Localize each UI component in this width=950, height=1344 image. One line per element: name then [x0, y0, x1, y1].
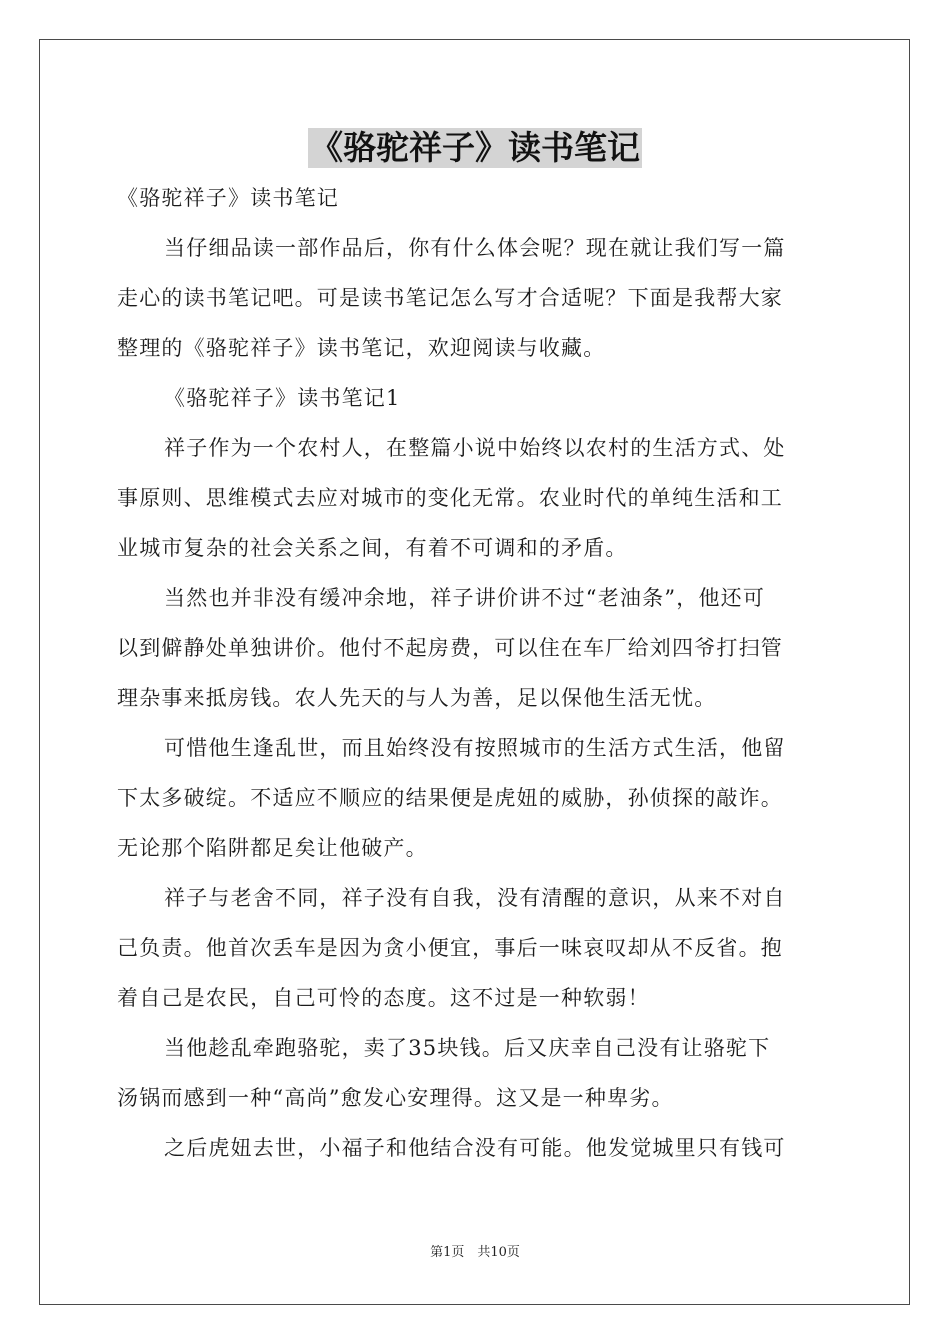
body-line-3: 业城市复杂的社会关系之间，有着不可调和的矛盾。	[117, 536, 628, 560]
body-line-11: 己负责。他首次丢车是因为贪小便宜，事后一味哀叹却从不反省。抱	[117, 936, 783, 960]
body-line-9: 无论那个陷阱都足矣让他破产。	[117, 836, 428, 860]
body-line-12: 着自己是农民，自己可怜的态度。这不过是一种软弱！	[117, 986, 650, 1010]
intro-line-1: 当仔细品读一部作品后，你有什么体会呢？现在就让我们写一篇	[164, 236, 786, 260]
body-line-4: 当然也并非没有缓冲余地，祥子讲价讲不过“老油条”，他还可	[164, 586, 766, 610]
document-title-text: 《骆驼祥子》读书笔记	[310, 128, 640, 167]
subtitle-line: 《骆驼祥子》读书笔记	[117, 186, 339, 210]
body-line-7: 可惜他生逢乱世，而且始终没有按照城市的生活方式生活，他留	[164, 736, 786, 760]
body-line-8: 下太多破绽。不适应不顺应的结果便是虎妞的威胁，孙侦探的敲诈。	[117, 786, 783, 810]
body-line-2: 事原则、思维模式去应对城市的变化无常。农业时代的单纯生活和工	[117, 486, 783, 510]
body-line-13: 当他趁乱牵跑骆驼，卖了35块钱。后又庆幸自己没有让骆驼下	[164, 1036, 771, 1060]
page-number-footer: 第1页 共10页	[430, 1245, 520, 1260]
body-line-15: 之后虎妞去世，小福子和他结合没有可能。他发觉城里只有钱可	[164, 1136, 786, 1160]
page-border	[39, 39, 910, 1305]
body-line-1: 祥子作为一个农村人，在整篇小说中始终以农村的生活方式、处	[164, 436, 786, 460]
body-line-10: 祥子与老舍不同，祥子没有自我，没有清醒的意识，从来不对自	[164, 886, 786, 910]
body-line-5: 以到僻静处单独讲价。他付不起房费，可以住在车厂给刘四爷打扫管	[117, 636, 783, 660]
intro-line-2: 走心的读书笔记吧。可是读书笔记怎么写才合适呢？下面是我帮大家	[117, 286, 783, 310]
body-line-6: 理杂事来抵房钱。农人先天的与人为善，足以保他生活无忧。	[117, 686, 717, 710]
body-line-14: 汤锅而感到一种“高尚”愈发心安理得。这又是一种卑劣。	[117, 1086, 674, 1110]
intro-line-3: 整理的《骆驼祥子》读书笔记，欢迎阅读与收藏。	[117, 336, 606, 360]
document-title	[0, 128, 950, 168]
section-heading: 《骆驼祥子》读书笔记1	[164, 386, 401, 410]
